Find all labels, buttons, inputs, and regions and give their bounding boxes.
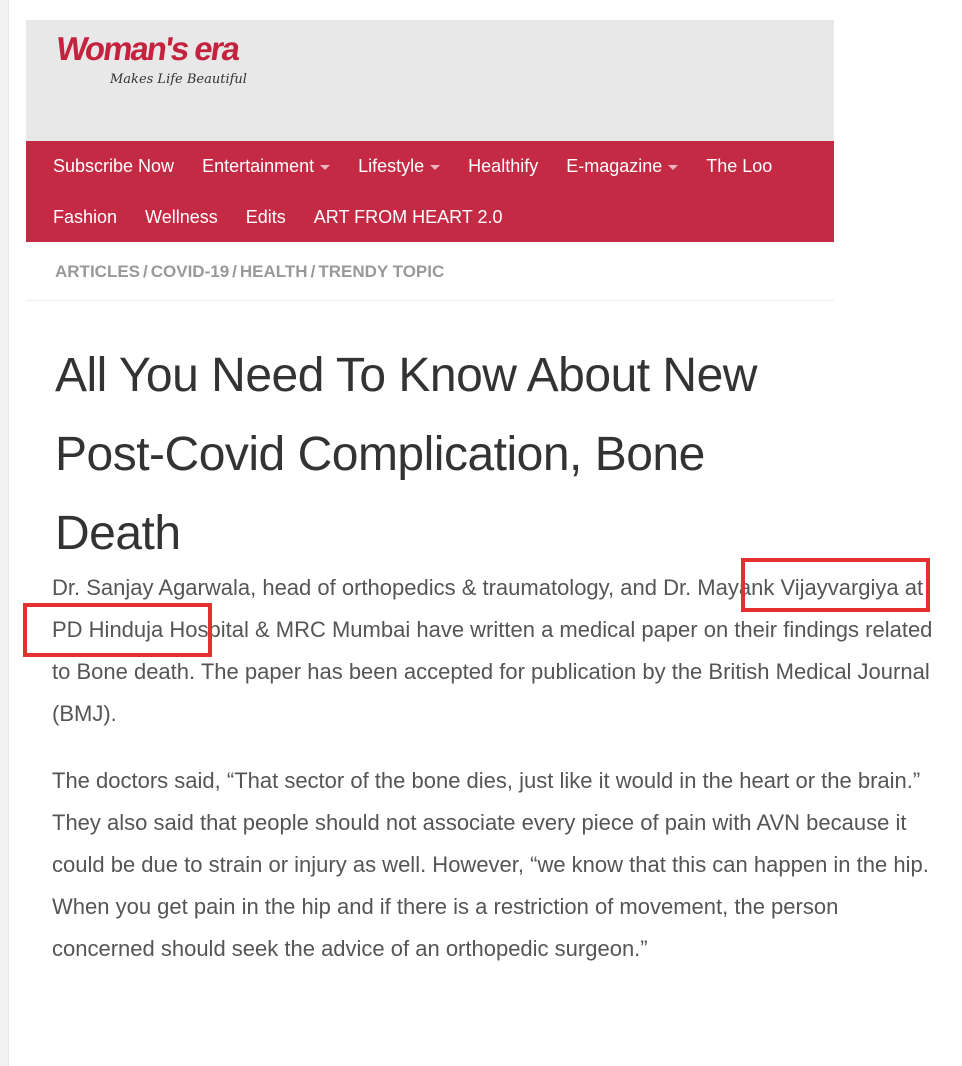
breadcrumb-separator: / (232, 262, 237, 281)
nav-item-e-magazine[interactable] (552, 156, 692, 177)
nav-row-primary (26, 141, 786, 191)
window-left-edge (0, 0, 9, 1066)
breadcrumb-separator: / (143, 262, 148, 281)
breadcrumb-link-covid-19[interactable]: COVID-19 (150, 262, 230, 281)
breadcrumb-link-trendy-topic[interactable]: TRENDY TOPIC (318, 262, 445, 281)
logo-wordmark: Woman's era (54, 30, 241, 67)
logo-tagline: Makes Life Beautiful (110, 72, 247, 87)
nav-item-healthify[interactable] (454, 156, 552, 177)
nav-item-edits[interactable] (232, 207, 300, 228)
nav-item-fashion[interactable] (26, 207, 131, 228)
breadcrumb (55, 262, 444, 282)
nav-item-label: Healthify (468, 155, 539, 176)
article-paragraph: Dr. Sanjay Agarwala, head of orthopedics & traumatology, and Dr. Mayank Vijayvargiya at PD Hinduja Hospital & MRC Mumbai have written a medical paper on their findings related to Bone death. The paper has been accepted for publication by the British Medical Journal (BMJ). (52, 575, 933, 726)
nav-item-wellness[interactable] (131, 207, 232, 228)
nav-item-the-loo[interactable] (692, 156, 786, 177)
nav-item-subscribe-now[interactable] (26, 156, 188, 177)
chevron-down-icon (430, 165, 440, 170)
article-title: All You Need To Know About New Post-Covid Complication, Bone Death (55, 349, 757, 560)
breadcrumb-link-health[interactable]: HEALTH (239, 262, 308, 281)
nav-item-label: Entertainment (202, 155, 315, 176)
main-nav (26, 141, 834, 242)
nav-item-label: Edits (245, 206, 286, 227)
nav-item-entertainment[interactable] (188, 156, 344, 177)
divider (26, 300, 834, 301)
nav-item-label: ART FROM HEART 2.0 (313, 206, 503, 227)
article-paragraph: The doctors said, “That sector of the bone dies, just like it would in the heart or the brain.” They also said that people should not associate every piece of pain with AVN because it could be due to strain or injury as well. However, “we know that this can happen in the hip. When you get pain in the hip and if there is a restriction of movement, the person concerned should seek the advice of an orthopedic surgeon.” (52, 768, 929, 961)
site-logo[interactable] (54, 30, 254, 100)
nav-item-art-from-heart-2-0[interactable] (300, 207, 517, 228)
breadcrumb-separator: / (310, 262, 316, 281)
nav-item-label: Lifestyle (358, 155, 425, 176)
nav-item-label: Fashion (53, 206, 118, 227)
chevron-down-icon (668, 165, 678, 170)
nav-row-secondary (26, 192, 517, 242)
nav-item-label: The Loo (706, 155, 773, 176)
chevron-down-icon (320, 165, 330, 170)
nav-item-label: Wellness (145, 206, 218, 227)
nav-item-lifestyle[interactable] (344, 156, 454, 177)
site-header (26, 20, 834, 141)
nav-item-label: Subscribe Now (53, 155, 175, 176)
breadcrumb-link-articles[interactable]: ARTICLES (55, 262, 140, 281)
nav-item-label: E-magazine (566, 155, 663, 176)
